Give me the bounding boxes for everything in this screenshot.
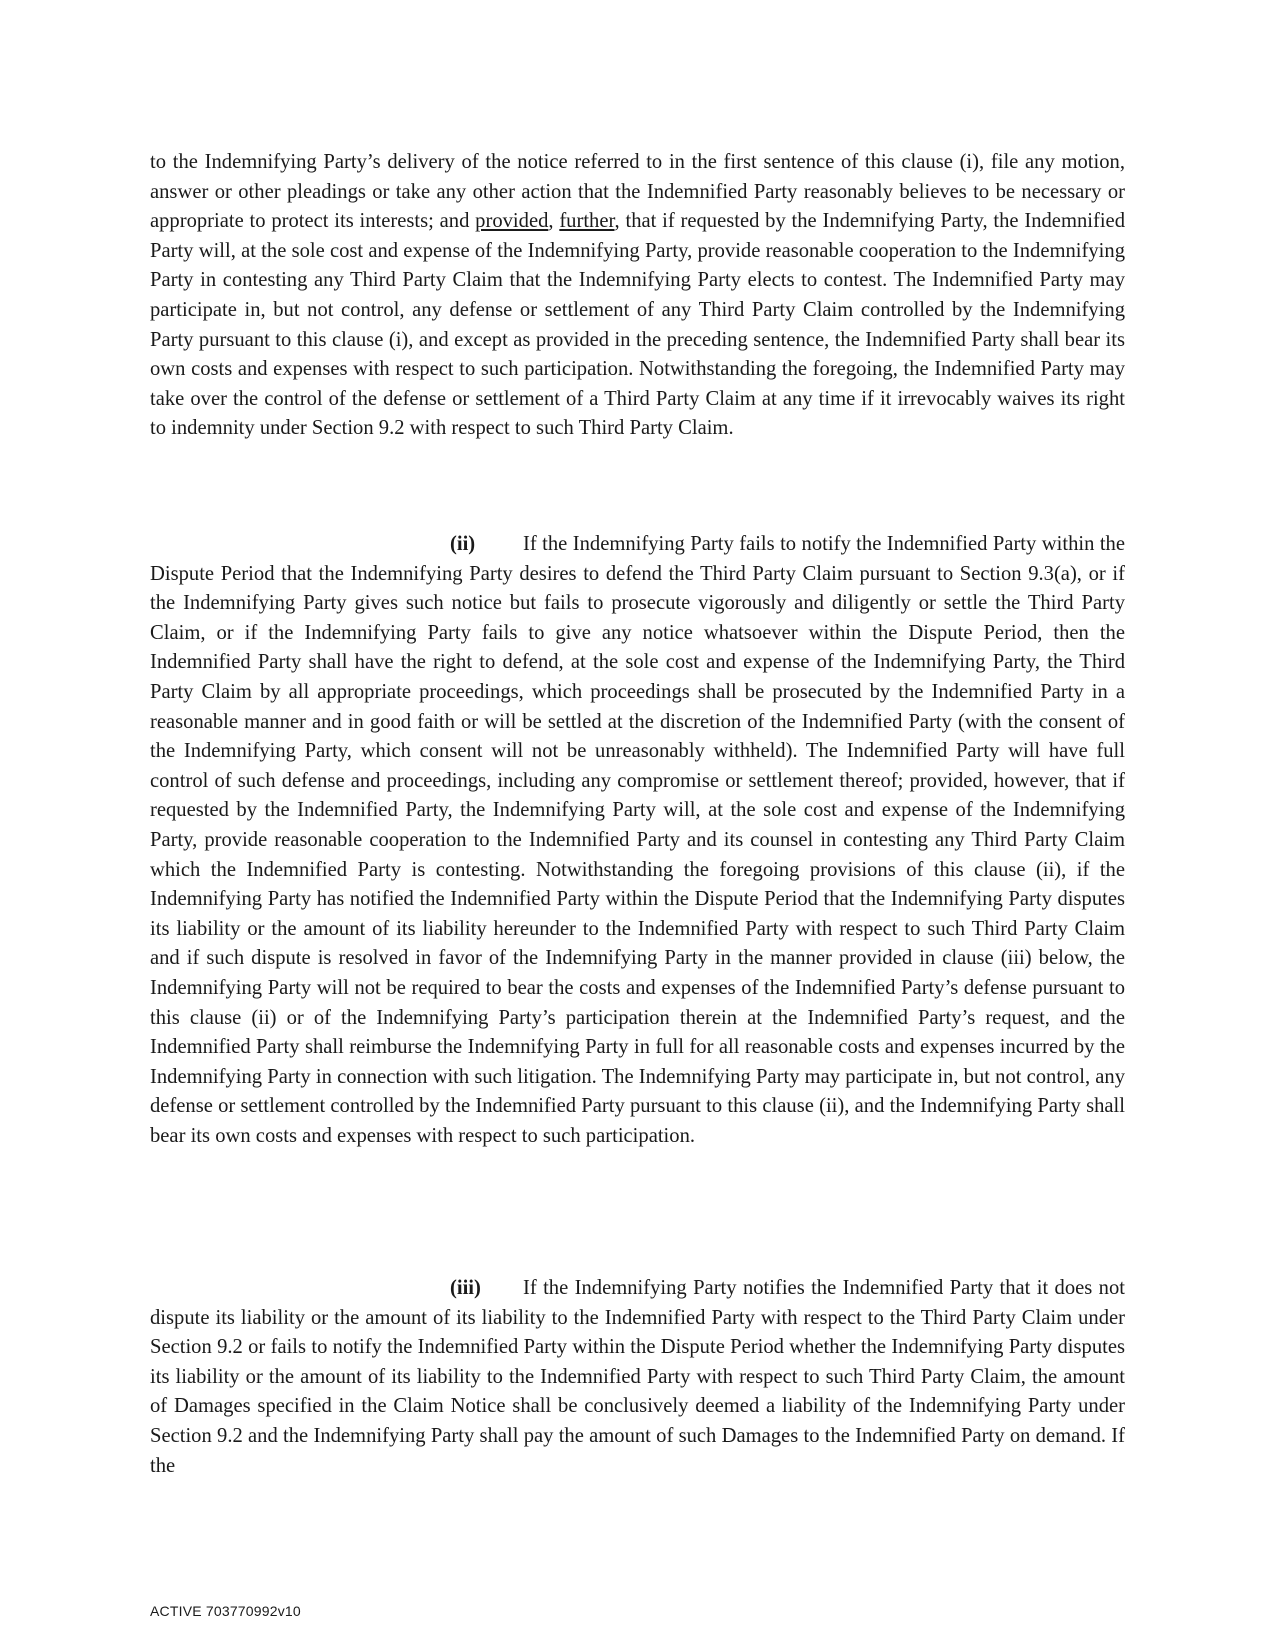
paragraph-clause-i-continued [150,148,1125,444]
footer-document-id: ACTIVE 703770992v10 [150,1603,301,1619]
paragraph-1-text-before: to the Indemnifying Party’s delivery of the notice referred to in the first sentence of this clause (i), file any motion, answer or other pleadings or take any other action that the Indemnified Party reasonably believes to be necessary or appropriate to protect its interests; and [150,151,1125,233]
paragraph-clause-ii [150,530,1125,1151]
paragraph-1-comma: , [548,210,560,233]
clause-iii-number: (iii) [450,1277,481,1299]
paragraph-clause-iii [150,1274,1125,1481]
clause-ii-text: If the Indemnifying Party fails to notify the Indemnified Party within the Dispute Period that the Indemnifying Party desires to defend the Third Party Claim pursuant to Section 9.3(a), or if the Indemnifying Party gives such notice but fails to prosecute vigorously and diligently or settle the Third Party Claim, or if the Indemnifying Party fails to give any notice whatsoever within the Dispute Period, then the Indemnified Party shall have the right to defend, at the sole cost and expense of the Indemnifying Party, the Third Party Claim by all appropriate proceedings, which proceedings shall be prosecuted by the Indemnified Party in a reasonable manner and in good faith or will be settled at the discretion of the Indemnified Party (with the consent of the Indemnifying Party, which consent will not be unreasonably withheld). The Indemnified Party will have full control of such defense and proceedings, including any compromise or settlement thereof; provided, however, that if requested by the Indemnified Party, the Indemnifying Party will, at the sole cost and expense of the Indemnifying Party, provide reasonable cooperation to the Indemnified Party and its counsel in contesting any Third Party Claim which the Indemnified Party is contesting. Notwithstanding the foregoing provisions of this clause (ii), if the Indemnifying Party has notified the Indemnified Party within the Dispute Period that the Indemnifying Party disputes its liability or the amount of its liability hereunder to the Indemnified Party with respect to such Third Party Claim and if such dispute is resolved in favor of the Indemnifying Party in the manner provided in clause (iii) below, the Indemnifying Party will not be required to bear the costs and expenses of the Indemnified Party’s defense pursuant to this clause (ii) or of the Indemnifying Party’s participation therein at the Indemnified Party’s request, and the Indemnified Party shall reimburse the Indemnifying Party in full for all reasonable costs and expenses incurred by the Indemnifying Party in connection with such litigation. The Indemnifying Party may participate in, but not control, any defense or settlement controlled by the Indemnified Party pursuant to this clause (ii), and the Indemnifying Party shall bear its own costs and expenses with respect to such participation. [150,533,1125,1147]
further-term: further [559,210,615,233]
clause-iii-text: If the Indemnifying Party notifies the Indemnified Party that it does not dispute its liability or the amount of its liability to the Indemnified Party with respect to the Third Party Claim under Section 9.2 or fails to notify the Indemnified Party within the Dispute Period whether the Indemnifying Party disputes its liability or the amount of its liability to the Indemnified Party with respect to such Third Party Claim, the amount of Damages specified in the Claim Notice shall be conclusively deemed a liability of the Indemnifying Party under Section 9.2 and the Indemnifying Party shall pay the amount of such Damages to the Indemnified Party on demand. If the [150,1277,1125,1477]
clause-ii-number: (ii) [450,533,476,555]
paragraph-1-text-after: , that if requested by the Indemnifying Party, the Indemnified Party will, at the sole cost and expense of the Indemnifying Party, provide reasonable cooperation to the Indemnifying Party in contesting any Third Party Claim that the Indemnifying Party elects to contest. The Indemnified Party may participate in, but not control, any defense or settlement of any Third Party Claim controlled by the Indemnifying Party pursuant to this clause (i), and except as provided in the preceding sentence, the Indemnified Party shall bear its own costs and expenses with respect to such participation. Notwithstanding the foregoing, the Indemnified Party may take over the control of the defense or settlement of a Third Party Claim at any time if it irrevocably waives its right to indemnity under Section 9.2 with respect to such Third Party Claim. [150,210,1125,440]
provided-term: provided [475,210,549,233]
